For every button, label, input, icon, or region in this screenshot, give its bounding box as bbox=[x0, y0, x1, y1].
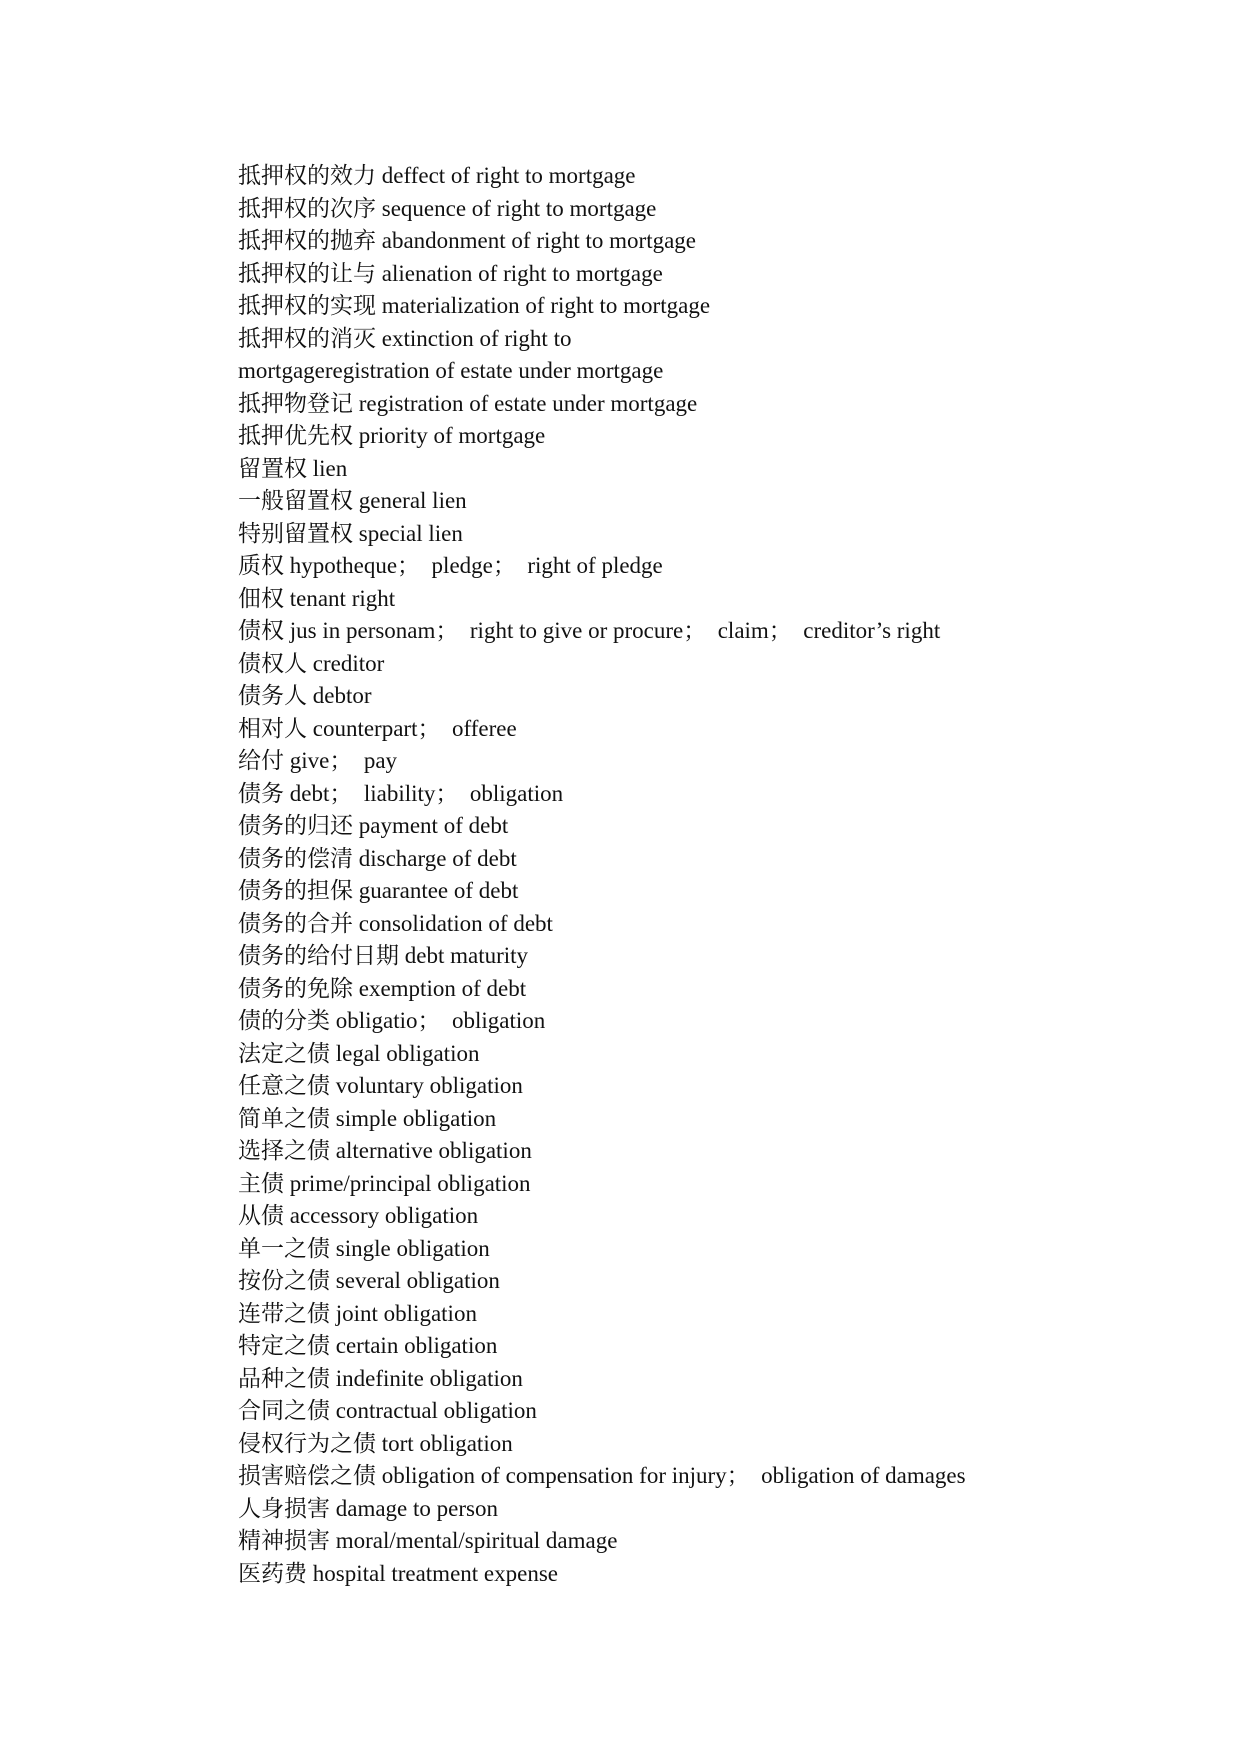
glossary-line: 医药费 hospital treatment expense bbox=[238, 1560, 559, 1586]
glossary-line: 债权人 creditor bbox=[238, 650, 385, 676]
glossary-line: 债务的偿清 discharge of debt bbox=[238, 845, 517, 871]
glossary-line: 精神损害 moral/mental/spiritual damage bbox=[238, 1528, 618, 1553]
glossary-line: 质权 hypotheque； pledge； right of pledge bbox=[238, 553, 663, 578]
glossary-line: 一般留置权 general lien bbox=[238, 488, 467, 513]
glossary-line: 相对人 counterpart； offeree bbox=[238, 715, 517, 741]
glossary-line: 债务的担保 guarantee of debt bbox=[238, 878, 519, 903]
glossary-line: 抵押权的消灭 extinction of right to bbox=[238, 325, 572, 351]
glossary-line: 人身损害 damage to person bbox=[238, 1495, 498, 1521]
glossary-line: 债务 debt； liability； obligation bbox=[238, 780, 564, 806]
glossary-line: 留置权 lien bbox=[238, 455, 348, 481]
glossary-list bbox=[238, 160, 1138, 1590]
glossary-line: 抵押权的效力 deffect of right to mortgage bbox=[238, 163, 636, 188]
glossary-line: 法定之债 legal obligation bbox=[238, 1040, 480, 1066]
glossary-line: 简单之债 simple obligation bbox=[238, 1105, 497, 1131]
glossary-line: 主债 prime/principal obligation bbox=[238, 1170, 531, 1196]
glossary-line: 债务人 debtor bbox=[238, 683, 372, 708]
glossary-line: 损害赔偿之债 obligation of compensation for injury； obligation of damages bbox=[238, 1463, 966, 1488]
glossary-line: 合同之债 contractual obligation bbox=[238, 1398, 537, 1423]
glossary-line: 债务的合并 consolidation of debt bbox=[238, 910, 553, 936]
glossary-line: 债的分类 obligatio； obligation bbox=[238, 1008, 546, 1033]
glossary-line: 侵权行为之债 tort obligation bbox=[238, 1430, 513, 1456]
glossary-line: 佃权 tenant right bbox=[238, 585, 396, 611]
glossary-line: 抵押权的实现 materialization of right to mortgage bbox=[238, 293, 711, 318]
glossary-line: 单一之债 single obligation bbox=[238, 1235, 490, 1261]
glossary-line: 抵押优先权 priority of mortgage bbox=[238, 423, 546, 448]
glossary-line: 连带之债 joint obligation bbox=[238, 1300, 477, 1326]
glossary-line: 任意之债 voluntary obligation bbox=[238, 1073, 523, 1098]
glossary-line: 特定之债 certain obligation bbox=[238, 1333, 498, 1358]
glossary-line: 按份之债 several obligation bbox=[238, 1268, 500, 1293]
glossary-line: 债务的给付日期 debt maturity bbox=[238, 943, 529, 968]
glossary-line: 抵押权的次序 sequence of right to mortgage bbox=[238, 195, 657, 221]
glossary-line: 抵押权的抛弃 abandonment of right to mortgage bbox=[238, 228, 697, 253]
glossary-line: 特别留置权 special lien bbox=[238, 520, 463, 546]
glossary-line: 抵押权的让与 alienation of right to mortgage bbox=[238, 260, 663, 286]
glossary-line: 选择之债 alternative obligation bbox=[238, 1138, 532, 1163]
glossary-line: 债务的归还 payment of debt bbox=[238, 813, 509, 838]
glossary-line: 品种之债 indefinite obligation bbox=[238, 1365, 523, 1391]
glossary-line: 从债 accessory obligation bbox=[238, 1203, 479, 1228]
glossary-line: 债权 jus in personam； right to give or procure； claim； creditor’s right bbox=[238, 618, 941, 643]
glossary-line: 抵押物登记 registration of estate under mortgage bbox=[238, 390, 698, 416]
glossary-line: mortgageregistration of estate under mortgage bbox=[238, 358, 664, 383]
glossary-line: 债务的免除 exemption of debt bbox=[238, 975, 527, 1001]
glossary-line: 给付 give； pay bbox=[238, 748, 398, 773]
